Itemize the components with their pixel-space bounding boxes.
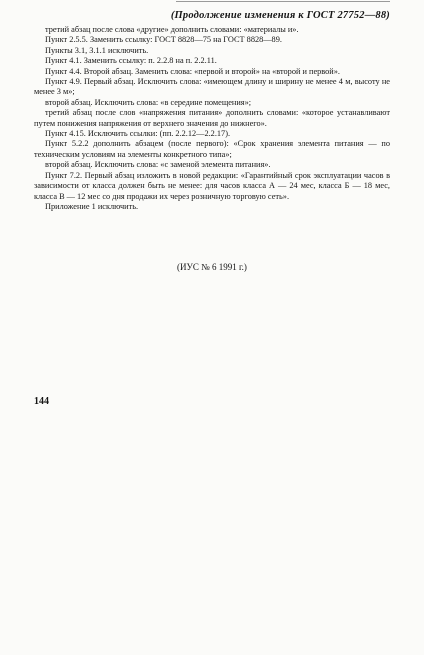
amendment-paragraph: Пункт 4.15. Исключить ссылки: (пп. 2.2.12—2.2.17). bbox=[45, 129, 231, 139]
top-rule bbox=[176, 1, 390, 2]
running-header: (Продолжение изменения к ГОСТ 27752—88) bbox=[170, 10, 390, 21]
amendment-paragraph: Пункт 7.2. Первый абзац изложить в новой редакции: «Гарантийный срок эксплуатации часов в зависимости от класса должен быть не менее: для часов класса А — 24 мес, класса Б — 18 мес, класса В — 12 мес со дня продажи их через розничную торговую сеть». bbox=[34, 170, 390, 201]
amendment-paragraph: третий абзац после слова «другие» дополнить словами: «материалы и». bbox=[45, 25, 299, 34]
amendment-paragraph: Пункты 3.1, 3.1.1 исключить. bbox=[45, 45, 149, 55]
amendment-paragraph: Пункт 4.9. Первый абзац. Исключить слова: «имеющем длину и ширину не менее 4 м, высоту не менее 3 м»; bbox=[34, 77, 390, 97]
amendment-paragraph: Пункт 4.1. Заменить ссылку: п. 2.2.8 на п. 2.2.11. bbox=[45, 56, 217, 66]
amendment-paragraph: второй абзац. Исключить слова: «в середине помещения»; bbox=[45, 97, 252, 107]
amendment-paragraph: Пункт 4.4. Второй абзац. Заменить слова: «первой и второй» на «второй и первой». bbox=[45, 66, 340, 76]
page-number: 144 bbox=[34, 396, 49, 407]
amendment-paragraph: второй абзац. Исключить слова: «с заменой элемента питания». bbox=[45, 160, 271, 170]
amendment-text bbox=[34, 25, 390, 212]
amendment-paragraph: третий абзац после слов «напряжения питания» дополнить словами: «которое устанавливают путем понижения напряжения от верхнего значения до нижнего». bbox=[34, 108, 390, 128]
amendment-paragraph: Пункт 2.5.5. Заменить ссылку: ГОСТ 8828—75 на ГОСТ 8828—89. bbox=[45, 35, 282, 45]
issue-reference: (ИУС № 6 1991 г.) bbox=[177, 262, 247, 272]
amendment-paragraph: Пункт 5.2.2 дополнить абзацем (после первого): «Срок хранения элемента питания — по техническим условиям на элементы конкретного типа»; bbox=[34, 139, 390, 159]
amendment-paragraph: Приложение 1 исключить. bbox=[45, 201, 139, 211]
